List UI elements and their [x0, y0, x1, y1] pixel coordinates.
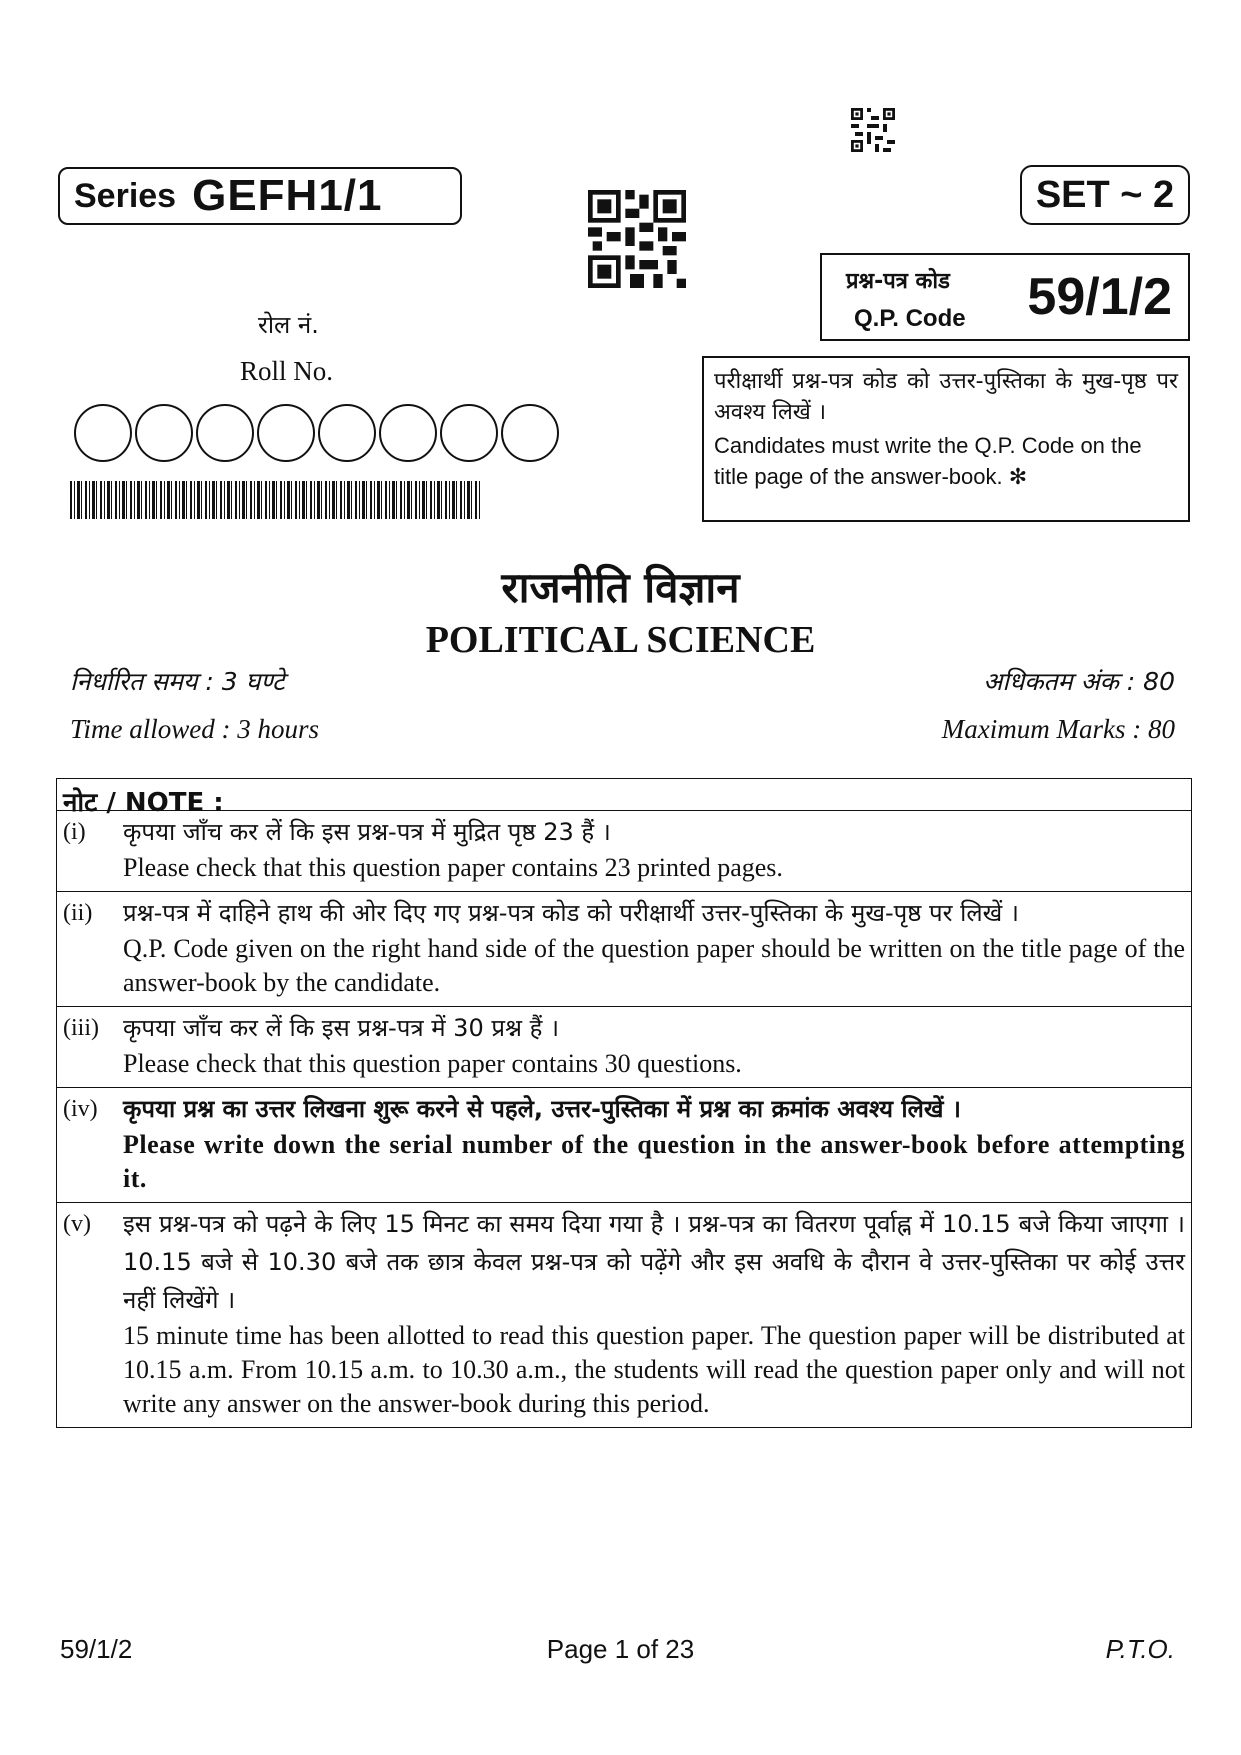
roll-label: Roll No.: [240, 356, 334, 386]
page-number: Page 1 of 23: [546, 1634, 695, 1664]
candidate-note: Candidates must write the Q.P. Code on the title page of the answer-book. ✻: [714, 433, 1142, 489]
note-text: 15 minute time has been allotted to read this question paper. The question paper will be distributed at 10.15 a.m. From 10.15 a.m. to 10.30 a.m., the students will read the question paper only and will not write any answer on the answer-book during this period.: [123, 1321, 1185, 1418]
note-table: [56, 778, 1192, 1428]
roll-digit-circle[interactable]: [135, 404, 193, 462]
series-value: GEFH1/1: [192, 171, 383, 220]
small-qr-code-icon: [851, 108, 895, 152]
note-text-hindi: प्रश्न-पत्र में दाहिने हाथ की ओर दिए गए प्रश्न-पत्र कोड को परीक्षार्थी उत्तर-पुस्तिका के मुख-पृष्ठ पर लिखें ।: [123, 899, 1019, 927]
note-item: [57, 811, 1191, 892]
qr-code-icon: [588, 190, 686, 288]
note-item: [57, 1007, 1191, 1088]
qp-code-value: 59/1/2: [1027, 268, 1172, 326]
roll-digit-circle[interactable]: [440, 404, 498, 462]
roll-digit-circle[interactable]: [196, 404, 254, 462]
max-marks: Maximum Marks : 80: [941, 714, 1175, 744]
qp-code-label-hindi: प्रश्न-पत्र कोड: [846, 269, 950, 294]
note-item: [57, 892, 1191, 1007]
barcode-icon: [70, 481, 482, 519]
note-text-hindi: कृपया प्रश्न का उत्तर लिखना शुरू करने से पहले, उत्तर-पुस्तिका में प्रश्न का क्रमांक अवश्य लिखें ।: [123, 1095, 961, 1123]
qp-code-box: [820, 253, 1190, 341]
series-box: [58, 167, 462, 225]
roll-label-hindi: रोल नं.: [258, 311, 319, 339]
candidate-note-hindi: परीक्षार्थी प्रश्न-पत्र कोड को उत्तर-पुस्तिका के मुख-पृष्ठ पर अवश्य लिखें ।: [714, 369, 1178, 425]
note-item: [57, 1088, 1191, 1203]
time-allowed: Time allowed : 3 hours: [70, 714, 320, 744]
note-item: [57, 1203, 1191, 1427]
note-text-hindi: इस प्रश्न-पत्र को पढ़ने के लिए 15 मिनट का समय दिया गया है । प्रश्न-पत्र का वितरण पूर्वाह्न में 10.15 बजे किया जाएगा । 10.15 बजे से 10.30 बजे तक छात्र केवल प्रश्न-पत्र को पढ़ेंगे और इस अवधि के दौरान वे उत्तर-पुस्तिका पर कोई उत्तर नहीं लिखेंगे ।: [123, 1210, 1185, 1314]
note-text-hindi: कृपया जाँच कर लें कि इस प्रश्न-पत्र में 30 प्रश्न हैं ।: [123, 1014, 560, 1042]
roll-digit-circle[interactable]: [74, 404, 132, 462]
note-number: (ii): [63, 900, 93, 926]
qp-code-label: Q.P. Code: [854, 305, 966, 332]
set-label: SET ~ 2: [1020, 165, 1190, 225]
subject-title-hindi: राजनीति विज्ञान: [501, 563, 740, 612]
series-label: Series: [74, 176, 177, 215]
note-number: (v): [63, 1211, 91, 1237]
time-allowed-hindi: निर्धारित समय : 3 घण्टे: [70, 667, 285, 696]
note-text: Please check that this question paper contains 30 questions.: [123, 1049, 742, 1078]
roll-number-circles: [74, 404, 562, 462]
candidate-instruction-box: [702, 356, 1190, 522]
subject-title: POLITICAL SCIENCE: [425, 619, 816, 661]
roll-digit-circle[interactable]: [501, 404, 559, 462]
note-heading: नोट / NOTE :: [57, 779, 1191, 811]
note-number: (iii): [63, 1015, 99, 1041]
pto-label: P.T.O.: [1105, 1634, 1175, 1664]
roll-digit-circle[interactable]: [318, 404, 376, 462]
footer-qp-code: 59/1/2: [60, 1634, 133, 1664]
note-number: (i): [63, 819, 86, 845]
roll-digit-circle[interactable]: [257, 404, 315, 462]
note-text-hindi: कृपया जाँच कर लें कि इस प्रश्न-पत्र में मुद्रित पृष्ठ 23 हैं ।: [123, 818, 611, 846]
roll-digit-circle[interactable]: [379, 404, 437, 462]
note-text: Please write down the serial number of the question in the answer-book before attempting it.: [123, 1130, 1185, 1193]
note-text: Please check that this question paper contains 23 printed pages.: [123, 853, 783, 882]
max-marks-hindi: अधिकतम अंक : 80: [983, 667, 1175, 696]
note-text: Q.P. Code given on the right hand side of the question paper should be written on the title page of the answer-book by the candidate.: [123, 934, 1185, 997]
note-number: (iv): [63, 1096, 98, 1122]
